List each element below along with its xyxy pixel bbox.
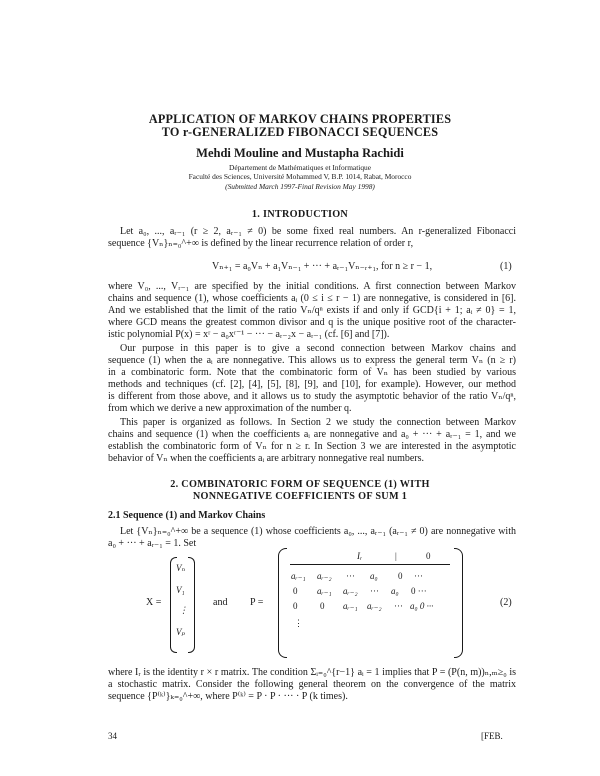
matrix-p-cell: ⋮ [294,618,303,628]
para4-line: This paper is organized as follows. In Section 2 we study the connection between Markov [120,417,516,428]
matrix-x-entry: Vₚ [176,627,186,637]
para5-line: sequence {P⁽ᵏ⁾}ₖ₌₀^+∞, where P⁽ᵏ⁾ = P · P · ··· · P (k times). [108,691,348,702]
paper-title-line-1: APPLICATION OF MARKOV CHAINS PROPERTIES [148,112,452,126]
issue-month: [FEB. [481,731,503,741]
matrix-p-cell: aᵣ₋₂ [317,571,332,581]
matrix-p-cell: aᵣ₋₁ [291,571,306,581]
s21-line: Let {Vₙ}ₙ₌₀^+∞ be a sequence (1) whose coefficients a₀, ..., aᵣ₋₁ (aᵣ₋₁ ≠ 0) are nonnegative with [120,526,516,537]
equation-1: Vₙ₊₁ = a₀Vₙ + a₁Vₙ₋₁ + ··· + aᵣ₋₁Vₙ₋ᵣ₊₁, for n ≥ r − 1, [212,261,433,272]
matrix-p-cell: ··· [346,571,355,581]
matrix-p-cell: a₀ 0 ··· [410,601,434,611]
affiliation-department: Département de Mathématiques et Informatique [228,163,371,172]
subsection-2-1-heading: 2.1 Sequence (1) and Markov Chains [108,510,266,521]
matrix-p-cell: aᵣ₋₂ [367,601,382,611]
matrix-and-word: and [213,597,228,608]
matrix-p-cell: ··· [394,601,403,611]
matrix-x-entry: V₁ [176,585,185,595]
para4-line: establish the combinatoric form of Vₙ for n ≥ r. In Section 3 we are interested in the asymptotic [108,441,516,452]
matrix-p-divider: | [395,551,397,561]
para2-line: where GCD means the greatest common divisor and q is the unique positive root of the character- [108,317,516,328]
paper-title-line-2: TO r-GENERALIZED FIBONACCI SEQUENCES [161,125,439,139]
affiliation-faculty: Faculté des Sciences, Université Mohammed V, B.P. 1014, Rabat, Morocco [188,172,412,181]
para3-line: from which we derive a new approximation of the number q. [108,403,352,414]
matrix-p-cell: 0 [398,571,403,581]
para4-line: behavior of Vₙ when the coefficients aᵢ are arbitrary nonnegative real numbers. [108,453,425,464]
matrix-p-cell: aᵣ₋₂ [343,586,358,596]
matrix-p-block-rule [290,564,450,565]
para3-line: methods and techniques (cf. [2], [4], [5], [8], [9], and [10], for example). However, our method [108,379,516,390]
matrix-x-entry: Vₙ [176,563,186,573]
matrix-p-cell: 0 [293,601,298,611]
section-1-heading: 1. INTRODUCTION [251,209,349,220]
matrix-p-cell: 0 ··· [411,586,427,596]
matrix-x-right-bracket [188,557,195,653]
matrix-p-cell: a₀ [370,571,378,581]
matrix-p-left-bracket [278,548,287,658]
matrix-x-label: X = [146,597,162,608]
para3-line: in a combinatoric form. Note that the combinatoric form of Vₙ has been studied by various [108,367,516,378]
matrix-p-right-bracket [454,548,463,658]
matrix-p-label: P = [250,597,264,608]
intro-line: Let a₀, ..., aᵣ₋₁ (r ≥ 2, aᵣ₋₁ ≠ 0) be some fixed real numbers. An r-generalized Fibonacci [120,226,516,237]
para2-line: And we established that the limit of the ratio Vₙ/qⁿ exists if and only if GCD{i + 1; aᵢ ≠ 0} = 1, [108,305,516,316]
para4-line: chains and sequence (1) when the coefficients aᵢ are nonnegative and a₀ + ··· + aᵣ₋₁ = 1, and we [108,429,516,440]
matrix-p-cell: a₀ [391,586,399,596]
page-number: 34 [108,731,117,741]
para3-line: Our purpose in this paper is to give a second connection between Markov chains and [120,343,516,354]
intro-line: sequence {Vₙ}ₙ₌₀^+∞ is defined by the linear recurrence relation of order r, [108,238,414,249]
submission-dates: (Submitted March 1997-Final Revision May 1998) [225,182,375,191]
matrix-p-identity: Iᵣ [357,551,363,561]
matrix-p-zero-block: 0 [426,551,431,561]
authors: Mehdi Mouline and Mustapha Rachidi [196,146,404,160]
equation-1-number: (1) [500,261,512,272]
para3-line: is different from those above, and it allows us to study the asymptotic behavior of the ratio Vₙ/qⁿ, [108,391,516,402]
section-2-heading-line-1: 2. COMBINATORIC FORM OF SEQUENCE (1) WITH [170,479,430,490]
section-2-heading-line-2: NONNEGATIVE COEFFICIENTS OF SUM 1 [192,491,408,502]
matrix-p-cell: 0 [320,601,325,611]
equation-2-number: (2) [500,597,512,608]
matrix-p-cell: ··· [370,586,379,596]
matrix-p-cell: aᵣ₋₁ [343,601,358,611]
matrix-p-cell: aᵣ₋₁ [317,586,332,596]
s21-line: a₀ + ··· + aᵣ₋₁ = 1. Set [108,538,197,549]
para3-line: sequence (1) when the aᵢ are nonnegative. This allows us to express the general term Vₙ (n ≥ r) [108,355,516,366]
para5-line: where Iᵣ is the identity r × r matrix. The condition Σᵢ₌₀^{r−1} aᵢ = 1 implies that P = (P(n, m))ₙ,ₘ≥₀ is [108,667,516,678]
matrix-p-cell: ··· [414,571,423,581]
matrix-p-cell: 0 [293,586,298,596]
matrix-x-entry: ⋮ [179,605,188,615]
para2-line: where V₀, ..., Vᵣ₋₁ are specified by the initial conditions. A first connection between Markov [108,281,516,292]
para2-line: istic polynomial P(x) = xʳ − a₀xʳ⁻¹ − ··· − aᵣ₋₂x − aᵣ₋₁ (cf. [6] and [7]). [108,329,390,340]
para5-line: a stochastic matrix. Consider the following general theorem on the convergence of the matrix [108,679,516,690]
para2-line: chains and sequence (1), whose coefficients aᵢ (0 ≤ i ≤ r − 1) are nonnegative, is considered in [6]. [108,293,516,304]
